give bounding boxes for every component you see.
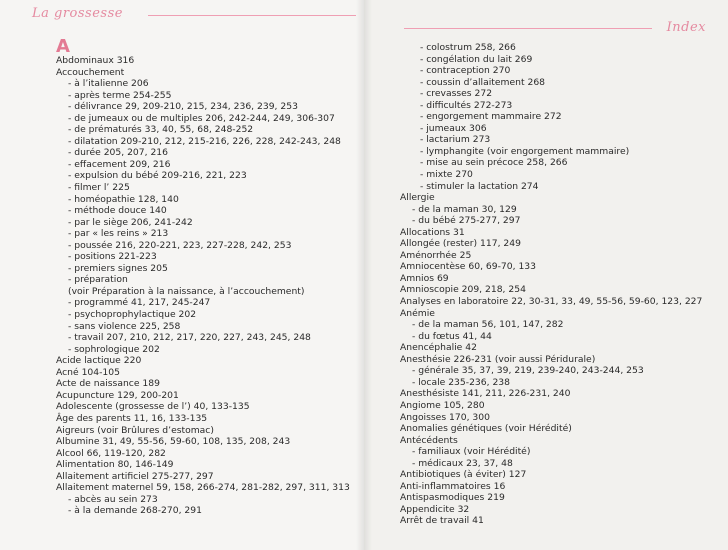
index-subentry: - coussin d’allaitement 268 [420, 76, 546, 88]
index-subentry: - à l’italienne 206 [68, 78, 149, 90]
index-entry: Âge des parents 11, 16, 133-135 [56, 412, 208, 424]
index-subentry: - de prématurés 33, 40, 55, 68, 248-252 [68, 124, 254, 136]
right-header-rule [404, 28, 652, 29]
section-letter: A [56, 36, 70, 57]
index-entry: Abdominaux 316 [56, 55, 135, 66]
index-subentry: - lymphangite (voir engorgement mammaire) [420, 145, 630, 157]
index-entry: Allergie [400, 192, 435, 204]
index-subentry: - jumeaux 306 [420, 122, 487, 134]
index-subentry: - expulsion du bébé 209-216, 221, 223 [68, 170, 247, 182]
index-subentry: - effacement 209, 216 [68, 158, 171, 170]
index-entry: Albumine 31, 49, 55-56, 59-60, 108, 135, 208, 243 [56, 436, 291, 448]
index-entry: Antibiotiques (à éviter) 127 [400, 469, 527, 481]
index-subentry: - mise au sein précoce 258, 266 [420, 157, 568, 169]
right-running-title: Index [666, 20, 706, 35]
index-subentry: - mixte 270 [420, 169, 473, 181]
left-index-column [56, 55, 350, 517]
left-header-rule [148, 15, 356, 16]
index-entry: Allongée (rester) 117, 249 [400, 238, 521, 250]
index-entry: Acide lactique 220 [56, 355, 142, 367]
index-subentry: - de la maman 56, 101, 147, 282 [412, 319, 564, 331]
index-entry: Amnioscopie 209, 218, 254 [400, 284, 526, 296]
index-subentry: - par « les reins » 213 [68, 228, 169, 240]
index-entry: Acupuncture 129, 200-201 [56, 389, 179, 401]
index-entry: Analyses en laboratoire 22, 30-31, 33, 49, 55-56, 59-60, 123, 227 [400, 296, 703, 308]
index-entry: Angoisses 170, 300 [400, 411, 490, 423]
index-entry: Appendicite 32 [400, 503, 470, 515]
index-entry: Arrêt de travail 41 [400, 515, 484, 527]
index-subentry: - de la maman 30, 129 [412, 203, 517, 215]
index-subentry: - contraception 270 [420, 65, 511, 77]
index-subentry: - engorgement mammaire 272 [420, 111, 562, 123]
index-entry: Anémie [400, 307, 435, 319]
index-subentry: - du fœtus 41, 44 [412, 330, 492, 342]
index-entry: Aigreurs (voir Brûlures d’estomac) [56, 424, 214, 436]
index-subentry: - par le siège 206, 241-242 [68, 216, 193, 228]
index-entry: Amnios 69 [400, 272, 449, 284]
book-gutter [356, 0, 372, 550]
index-subentry: - de jumeaux ou de multiples 206, 242-244, 249, 306-307 [68, 112, 335, 124]
right-index-column [400, 42, 702, 527]
index-entry: Allocations 31 [400, 226, 465, 238]
right-page [364, 0, 728, 550]
index-entry: Acte de naissance 189 [56, 378, 160, 390]
index-entry: Angiome 105, 280 [400, 399, 485, 411]
index-entry: Antécédents [400, 434, 458, 446]
index-subentry: - durée 205, 207, 216 [68, 147, 168, 159]
index-subentry: - lactarium 273 [420, 134, 491, 146]
index-subentry: - crevasses 272 [420, 88, 493, 100]
index-subentry: - positions 221-223 [68, 251, 157, 263]
index-subentry: - poussée 216, 220-221, 223, 227-228, 242, 253 [68, 239, 292, 251]
index-subentry: - homéopathie 128, 140 [68, 193, 179, 205]
index-entry: Alimentation 80, 146-149 [56, 459, 174, 471]
index-entry: Allaitement maternel 59, 158, 266-274, 281-282, 297, 311, 313 [56, 482, 350, 494]
index-subentry: - abcès au sein 273 [68, 493, 158, 505]
index-entry: Anti-inflammatoires 16 [400, 480, 506, 492]
index-subentry: - filmer l’ 225 [68, 182, 130, 194]
index-subentry: - méthode douce 140 [68, 205, 167, 217]
index-subentry: - préparation [68, 274, 128, 286]
index-subentry: (voir Préparation à la naissance, à l’accouchement) [68, 285, 305, 297]
index-entry: Amniocentèse 60, 69-70, 133 [400, 261, 536, 273]
index-entry: Alcool 66, 119-120, 282 [56, 447, 166, 459]
index-subentry: - colostrum 258, 266 [420, 42, 516, 53]
index-subentry: - médicaux 23, 37, 48 [412, 457, 513, 469]
index-entry: Anencéphalie 42 [400, 342, 477, 354]
index-entry: Anesthésie 226-231 (voir aussi Péridurale) [400, 353, 596, 365]
index-entry: Acné 104-105 [56, 366, 120, 378]
index-subentry: - premiers signes 205 [68, 262, 168, 274]
index-subentry: - dilatation 209-210, 212, 215-216, 226, 228, 242-243, 248 [68, 135, 341, 147]
index-entry: Anesthésiste 141, 211, 226-231, 240 [400, 388, 571, 400]
index-subentry: - sophrologique 202 [68, 343, 160, 355]
index-subentry: - du bébé 275-277, 297 [412, 215, 521, 227]
left-running-title: La grossesse [32, 6, 123, 21]
index-entry: Adolescente (grossesse de l’) 40, 133-135 [56, 401, 250, 413]
index-entry: Anomalies génétiques (voir Hérédité) [400, 423, 572, 435]
index-subentry: - sans violence 225, 258 [68, 320, 181, 332]
index-entry: Antispasmodiques 219 [400, 492, 505, 504]
index-subentry: - travail 207, 210, 212, 217, 220, 227, 243, 245, 248 [68, 332, 311, 344]
index-entry: Aménorrhée 25 [400, 249, 472, 261]
index-subentry: - difficultés 272-273 [420, 99, 513, 111]
index-subentry: - délivrance 29, 209-210, 215, 234, 236, 239, 253 [68, 101, 298, 113]
index-entry: Allaitement artificiel 275-277, 297 [56, 470, 214, 482]
index-subentry: - à la demande 268-270, 291 [68, 505, 202, 517]
index-subentry: - programmé 41, 217, 245-247 [68, 297, 211, 309]
index-subentry: - congélation du lait 269 [420, 53, 533, 65]
index-subentry: - générale 35, 37, 39, 219, 239-240, 243-244, 253 [412, 365, 644, 377]
index-subentry: - familiaux (voir Hérédité) [412, 446, 531, 458]
index-subentry: - après terme 254-255 [68, 89, 172, 101]
index-subentry: - stimuler la lactation 274 [420, 180, 539, 192]
index-subentry: - locale 235-236, 238 [412, 376, 510, 388]
index-subentry: - psychoprophylactique 202 [68, 309, 197, 321]
index-entry: Accouchement [56, 66, 125, 78]
